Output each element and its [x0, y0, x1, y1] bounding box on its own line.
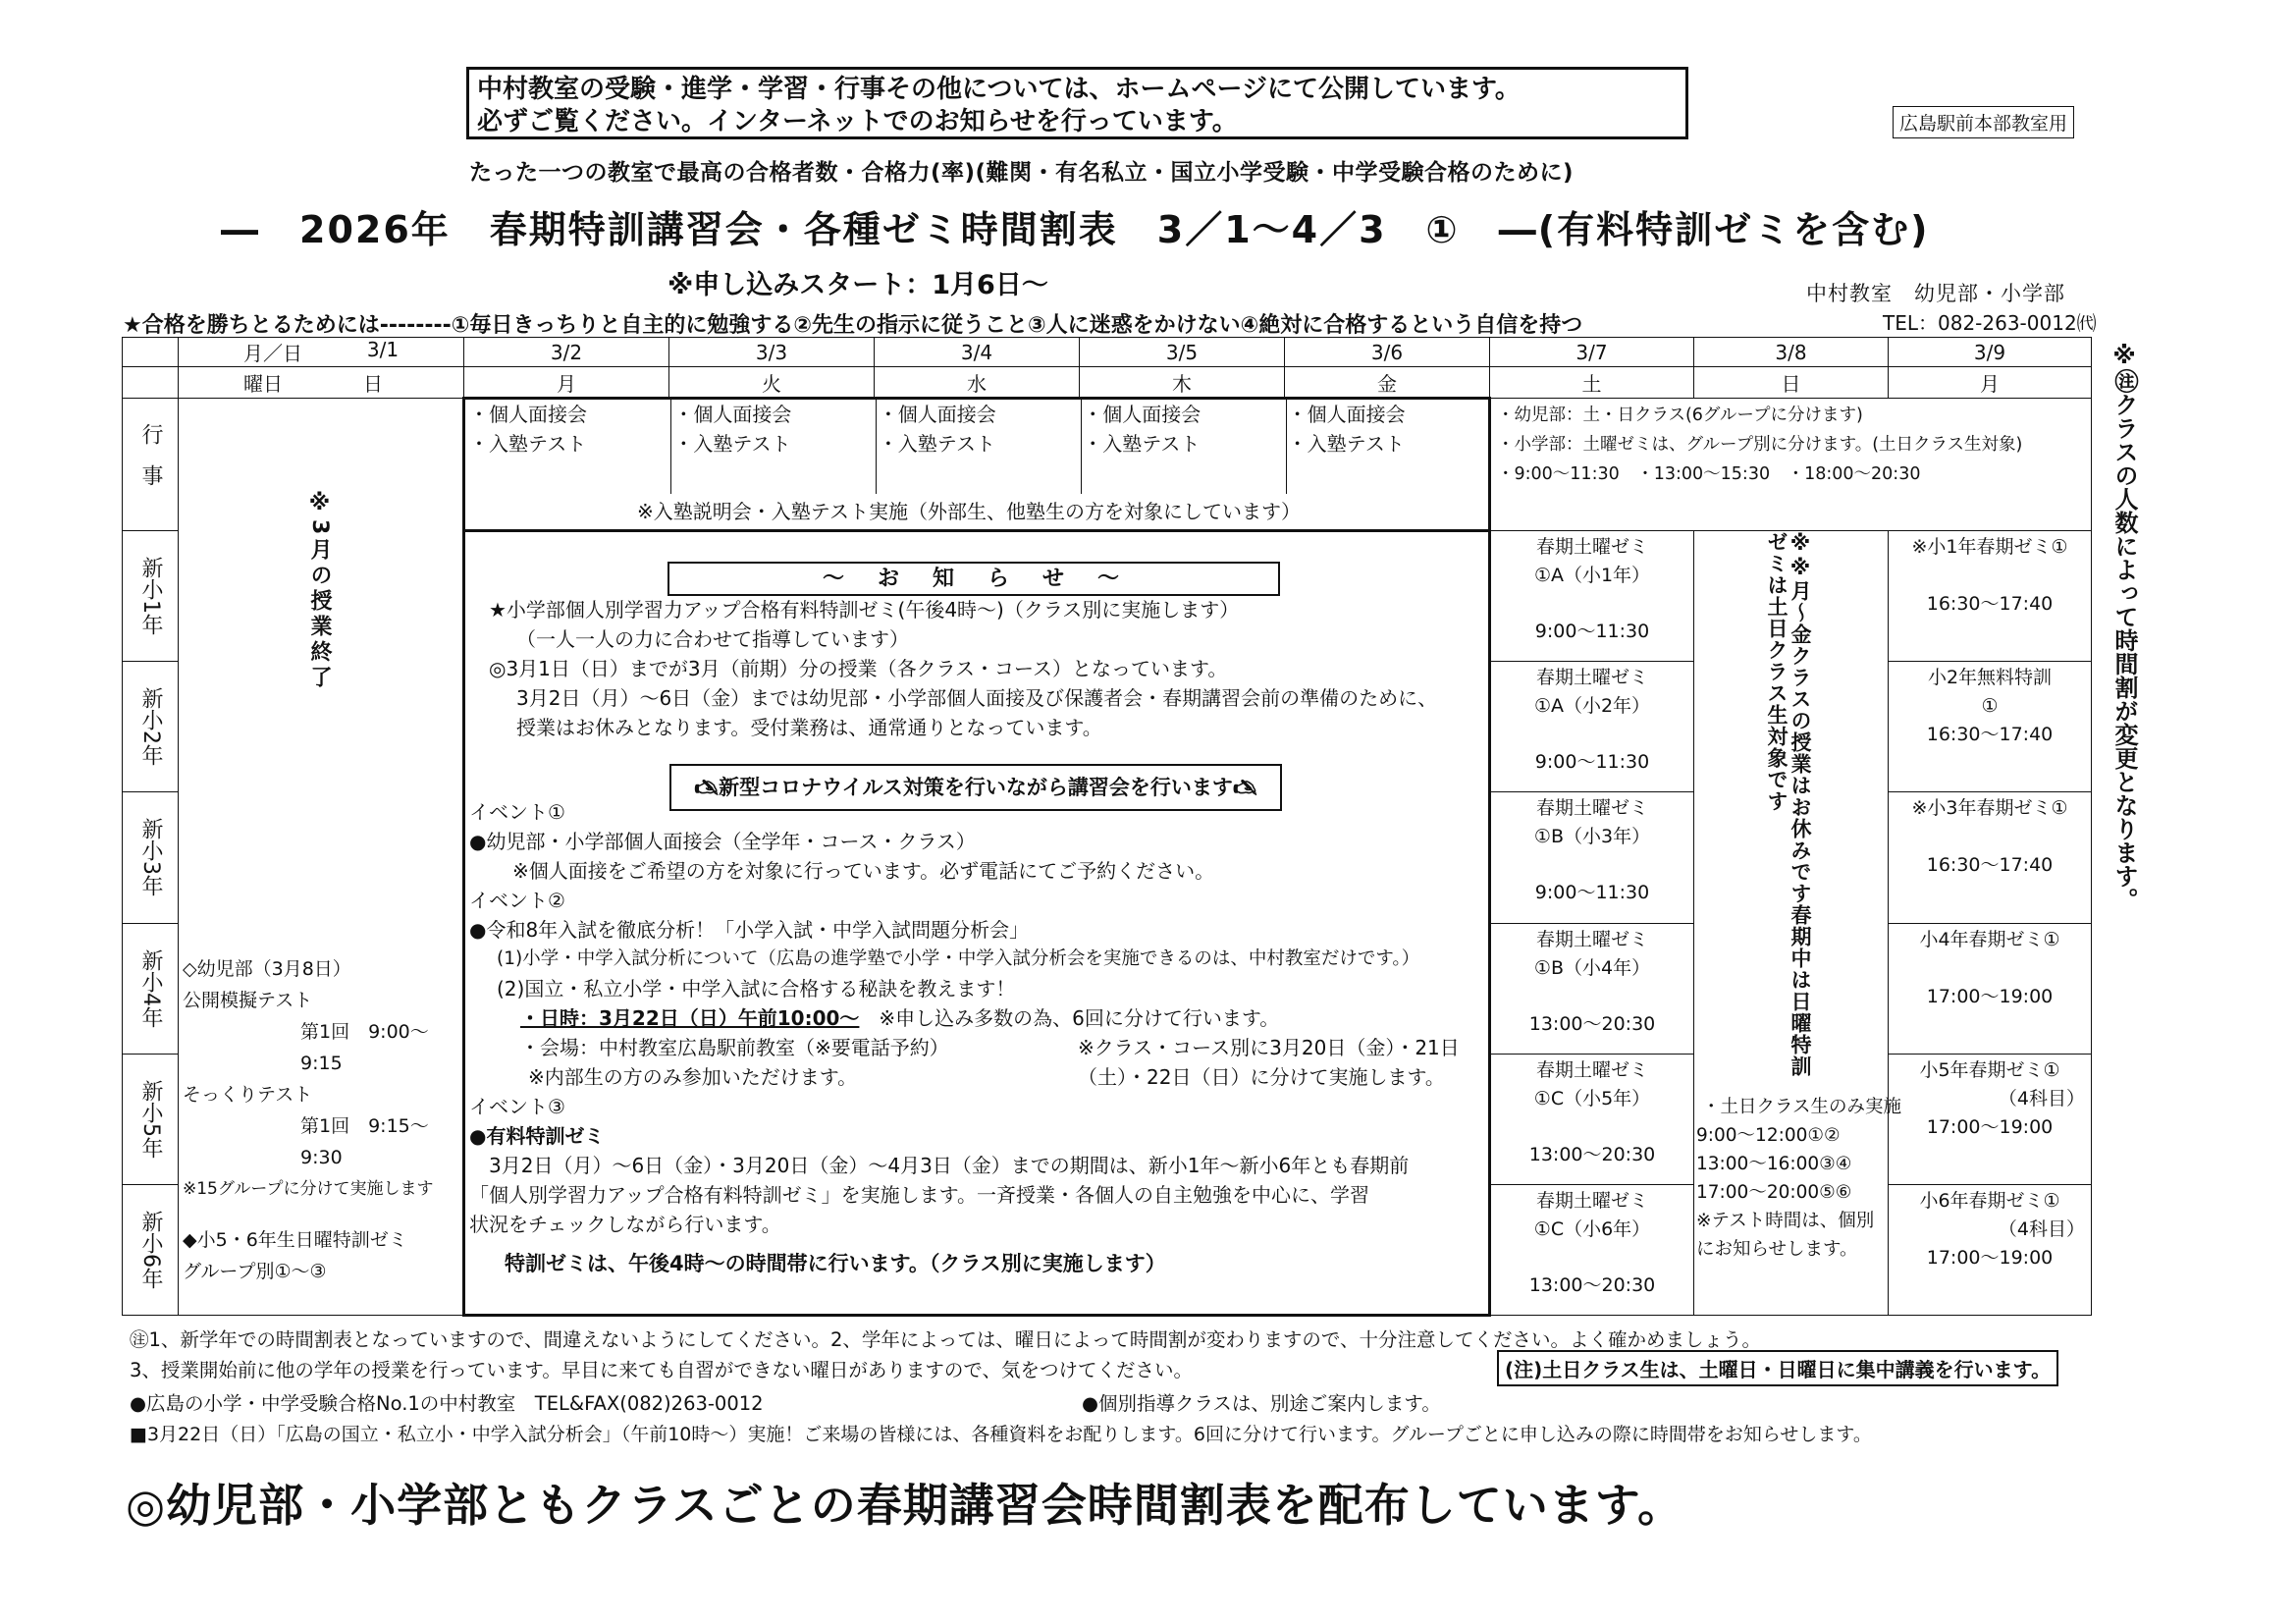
- footer-note3: 3、授業開始前に他の学年の授業を行っています。早目に来ても自習ができない曜日がありますので、気をつけてください。: [130, 1359, 1193, 1381]
- dow-fri: 金: [1285, 367, 1490, 399]
- weekday-events-note: ※入塾説明会・入塾テスト実施（外部生、他塾生の方を対象にしています）: [637, 500, 1301, 524]
- mon-grade6: 小6年春期ゼミ① （4科目） 17:00～19:00: [1889, 1184, 2092, 1315]
- tagline: たった一つの教室で最高の合格者数・合格力(率)(難関・有名私立・国立小学受験・中学受験合格のために): [469, 160, 1575, 186]
- weekend-events: [1490, 399, 2092, 531]
- event3-line: 特訓ゼミは、午後4時～の時間帯に行います。（クラス別に実施します）: [505, 1252, 1166, 1276]
- dow-mon: 月: [464, 367, 669, 399]
- sun-vertical-note: ※※月～金クラスの授業はお休みです春期中は日曜特訓ゼミは土日クラス生対象です: [1765, 531, 1812, 1078]
- row-label-grade1: 新小1年: [123, 531, 179, 662]
- date-3-8: 3/8: [1694, 338, 1889, 367]
- event2-date-note: ※申し込み多数の為、6回に分けて行います。: [879, 1006, 1280, 1031]
- page-title: ― 2026年 春期特訓講習会・各種ゼミ時間割表 3／1～4／3 ① ―(有料特訓ゼミを含む): [221, 208, 1930, 251]
- notice-title: ～ お 知 ら せ ～: [667, 562, 1280, 596]
- weekend-event-line: ・9:00～11:30 ・13:00～15:30 ・18:00～20:30: [1497, 464, 1921, 485]
- event2-date: ・日時：3月22日（日）午前10:00～: [520, 1006, 860, 1031]
- date-label: 月／日: [243, 342, 302, 365]
- notice-area: [464, 531, 1490, 1316]
- date-3-7: 3/7: [1490, 338, 1694, 367]
- mon-grade3: ※小3年春期ゼミ① 16:30～17:40: [1889, 792, 2092, 923]
- sun-list: [1696, 1093, 1901, 1264]
- sat-grade6: 春期土曜ゼミ ①C（小6年） 13:00～20:30: [1490, 1184, 1694, 1315]
- event2-title: ●令和8年入試を徹底分析！「小学入試・中学入試問題分析会」: [469, 918, 1030, 943]
- dow-label: 曜日: [243, 372, 283, 397]
- weekday-events: [464, 399, 1490, 531]
- application-start: ※申し込みスタート：1月6日～: [667, 270, 1048, 300]
- date-3-4: 3/4: [875, 338, 1080, 367]
- mar1-column: [179, 399, 464, 1316]
- event2-course-line2: （土）・22日（日）に分けて実施します。: [1078, 1065, 1445, 1090]
- dow-mon-2: 月: [1889, 367, 2092, 399]
- mar1-item: ◇幼児部（3月8日）: [183, 958, 351, 981]
- footer-analysis: ■3月22日（日）「広島の国立・私立小・中学入試分析会」（午前10時～）実施！ご来場の皆様には、各種資料をお配りします。6回に分けて行います。グループごとに申し込みの際に時間帯をお知らせします。: [130, 1424, 1872, 1445]
- event3-label: イベント③: [469, 1095, 565, 1119]
- dow-wed: 水: [875, 367, 1080, 399]
- sun-item: 9:00～12:00①②: [1696, 1125, 1841, 1147]
- row-label-grade5: 新小5年: [123, 1054, 179, 1184]
- mar1-item: グループ別①～③: [183, 1261, 327, 1283]
- row-label-events: 行事: [123, 399, 179, 531]
- sat-grade5: 春期土曜ゼミ ①C（小5年） 13:00～20:30: [1490, 1054, 1694, 1184]
- row-label-grade4: 新小4年: [123, 923, 179, 1054]
- row-label-grade2: 新小2年: [123, 662, 179, 792]
- sun-item: 13:00～16:00③④: [1696, 1154, 1852, 1175]
- notice-line: 3月2日（月）～6日（金）までは幼児部・小学部個人面接及び保護者会・春期講習会前の準備のために、: [516, 686, 1438, 711]
- dow-tue: 火: [669, 367, 875, 399]
- sat-grade3: 春期土曜ゼミ ①B（小3年） 9:00～11:30: [1490, 792, 1694, 923]
- date-3-6: 3/6: [1285, 338, 1490, 367]
- school-tel: TEL：082-263-0012㈹: [1883, 311, 2097, 335]
- notice-line: ★小学部個人別学習力アップ合格有料特訓ゼミ(午後4時～)（クラス別に実施します）: [489, 598, 1240, 622]
- sat-grade4: 春期土曜ゼミ ①B（小4年） 13:00～20:30: [1490, 923, 1694, 1054]
- mar1-item: 公開模擬テスト: [183, 990, 313, 1012]
- mar1-vertical-note: ※3月の授業終了: [307, 491, 332, 692]
- footer-individual: ●個別指導クラスは、別途ご案内します。: [1082, 1392, 1441, 1415]
- footer-contact: ●広島の小学・中学受験合格No.1の中村教室 TEL&FAX(082)263-0012: [130, 1392, 764, 1415]
- date-3-9: 3/9: [1889, 338, 2092, 367]
- side-note-vertical: ※㊟クラスの人数によって時間割が変更となります。: [2110, 342, 2138, 911]
- sun-item: ・土日クラス生のみ実施: [1702, 1097, 1901, 1118]
- event1-note: ※個人面接をご希望の方を対象に行っています。必ず電話にてご予約ください。: [512, 859, 1215, 884]
- events-3-2: ・個人面接会 ・入塾テスト: [469, 403, 587, 457]
- row-label-grade3: 新小3年: [123, 792, 179, 923]
- dow-thu: 木: [1080, 367, 1285, 399]
- sat-grade2: 春期土曜ゼミ ①A（小2年） 9:00～11:30: [1490, 662, 1694, 792]
- event1-title: ●幼児部・小学部個人面接会（全学年・コース・クラス）: [469, 830, 976, 854]
- homepage-notice-line2: 必ずご覧ください。インターネットでのお知らせを行っています。: [477, 107, 1238, 136]
- event3-line: 状況をチェックしながら行います。: [469, 1213, 781, 1237]
- footer-note1: ㊟1、新学年での時間割表となっていますので、間違えないようにしてください。2、学年によっては、曜日によって時間割が変わりますので、十分注意してください。よく確かめましょう。: [130, 1328, 1762, 1351]
- weekend-event-line: ・小学部：土曜ゼミは、グループ別に分けます。(土日クラス生対象): [1497, 435, 2023, 456]
- events-body: [469, 797, 1460, 1278]
- weekend-class-box: (注)土日クラス生は、土曜日・日曜日に集中講義を行います。: [1497, 1350, 2058, 1386]
- mon-grade5: 小5年春期ゼミ① （4科目） 17:00～19:00: [1889, 1054, 2092, 1184]
- homepage-notice-line1: 中村教室の受験・進学・学習・行事その他については、ホームページにて公開しています。: [477, 75, 1521, 104]
- motto-line: ★合格を勝ちとるためには--------①毎日きっちりと自主的に勉強する②先生の指示に従うこと③人に迷惑をかけない④絶対に合格するという自信を持つ: [123, 313, 1583, 338]
- event3-title: ●有料特訓ゼミ: [469, 1124, 605, 1149]
- dow-sun-2: 日: [1694, 367, 1889, 399]
- event2-line: (2)国立・私立小学・中学入試に合格する秘訣を教えます！: [497, 977, 1016, 1001]
- row-label-grade6: 新小6年: [123, 1184, 179, 1315]
- date-3-1: 3/1: [366, 338, 400, 361]
- sun-item: ※テスト時間は、個別: [1696, 1211, 1875, 1232]
- event3-line: 「個人別学習力アップ合格有料特訓ゼミ」を実施します。一斉授業・各個人の自主勉強を中心に、学習: [469, 1183, 1369, 1208]
- date-3-5: 3/5: [1080, 338, 1285, 367]
- date-3-3: 3/3: [669, 338, 875, 367]
- events-3-6: ・個人面接会 ・入塾テスト: [1287, 403, 1406, 457]
- event3-line: 3月2日（月）～6日（金）・3月20日（金）～4月3日（金）までの期間は、新小1年～新小6年とも春期前: [489, 1154, 1410, 1178]
- event2-line: (1)小学・中学入試分析について（広島の進学塾で小学・中学入試分析会を実施できるのは、中村教室だけです。）: [497, 948, 1420, 970]
- event2-course-line1: ※クラス・コース別に3月20日（金）・21日: [1078, 1036, 1460, 1060]
- event2-inner-note: ※内部生の方のみ参加いただけます。: [528, 1065, 858, 1090]
- events-3-5: ・個人面接会 ・入塾テスト: [1083, 403, 1201, 457]
- mar1-item: ◆小5・6年生日曜特訓ゼミ: [183, 1229, 407, 1252]
- date-3-2: 3/2: [464, 338, 669, 367]
- branch-label: 広島駅前本部教室用: [1893, 106, 2074, 138]
- homepage-notice-box: [466, 67, 1688, 139]
- corona-notice: 🖎新型コロナウイルス対策を行いながら講習会を行います🖎: [669, 764, 1282, 811]
- notice-line: ◎3月1日（日）までが3月（前期）分の授業（各クラス・コース）となっています。: [489, 657, 1228, 681]
- notice-line: （一人一人の力に合わせて指導しています）: [516, 627, 909, 652]
- notice-body: [489, 595, 1437, 742]
- events-3-3: ・個人面接会 ・入塾テスト: [673, 403, 792, 457]
- sun-item: にお知らせします。: [1696, 1239, 1858, 1261]
- closing-announcement: ◎幼児部・小学部ともクラスごとの春期講習会時間割表を配布しています。: [126, 1479, 1684, 1532]
- mar1-list: [183, 953, 462, 1287]
- sat-grade1: 春期土曜ゼミ ①A（小1年） 9:00～11:30: [1490, 531, 1694, 662]
- events-3-4: ・個人面接会 ・入塾テスト: [878, 403, 996, 457]
- event2-venue: ・会場：中村教室広島駅前教室（※要電話予約）: [520, 1036, 949, 1060]
- event1-label: イベント①: [469, 800, 565, 825]
- dow-sat: 土: [1490, 367, 1694, 399]
- mar1-item: 第1回 9:15～9:30: [300, 1115, 429, 1169]
- mon-grade1: ※小1年春期ゼミ① 16:30～17:40: [1889, 531, 2092, 662]
- timetable: [122, 337, 2092, 1317]
- mon-grade4: 小4年春期ゼミ① 17:00～19:00: [1889, 923, 2092, 1054]
- sun-column: [1694, 531, 1901, 1316]
- weekend-event-line: ・幼児部：土・日クラス(6グループに分けます): [1497, 406, 1863, 426]
- dow-sun: 日: [363, 372, 383, 397]
- dow-header: [179, 367, 464, 399]
- corner-cell: [123, 338, 179, 367]
- date-header-label: [179, 338, 464, 367]
- corner-cell-2: [123, 367, 179, 399]
- event2-label: イベント②: [469, 889, 565, 913]
- mar1-item: 第1回 9:00～9:15: [300, 1021, 429, 1075]
- sun-item: 17:00～20:00⑤⑥: [1696, 1182, 1852, 1204]
- mar1-item: そっくりテスト: [183, 1084, 313, 1107]
- school-name: 中村教室 幼児部・小学部: [1806, 282, 2065, 305]
- notice-line: 授業はお休みとなります。受付業務は、通常通りとなっています。: [516, 716, 1102, 740]
- mar1-item: ※15グループに分けて実施します: [183, 1179, 434, 1200]
- mon-grade2: 小2年無料特訓 ① 16:30～17:40: [1889, 662, 2092, 792]
